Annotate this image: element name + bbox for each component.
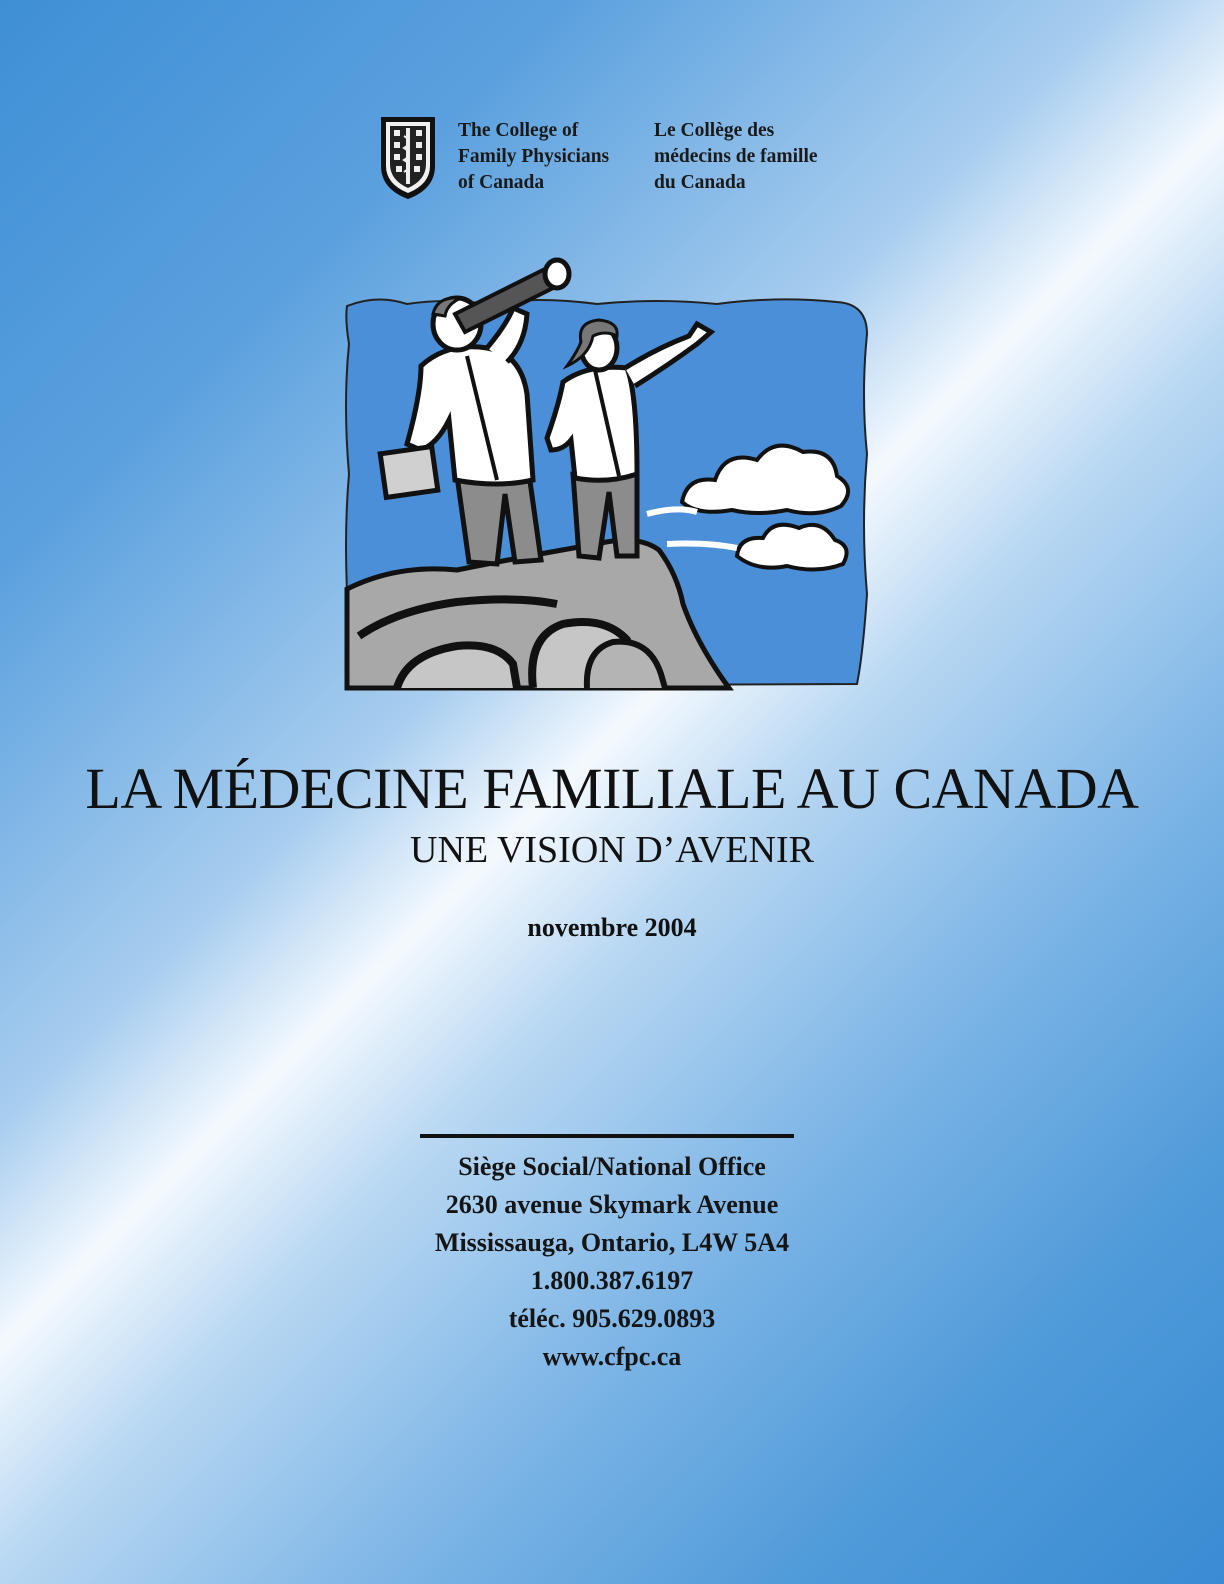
- two-people-on-cliff-telescope-illustration: [337, 244, 877, 694]
- org-name-french: [654, 118, 818, 196]
- crest-icon: [380, 116, 436, 200]
- divider-line: [420, 1134, 794, 1138]
- contact-block: [0, 1148, 1224, 1376]
- street-address: 2630 avenue Skymark Avenue: [445, 1190, 779, 1219]
- office-name: Siège Social/National Office: [458, 1152, 766, 1181]
- publication-date: novembre 2004: [527, 913, 697, 942]
- org-fr-line: médecins de famille: [654, 146, 818, 167]
- org-header: [380, 114, 860, 204]
- org-en-line: The College of: [458, 120, 579, 141]
- fax-number: téléc. 905.629.0893: [508, 1304, 716, 1333]
- document-subtitle: UNE VISION D’AVENIR: [410, 829, 814, 871]
- org-name-english: [458, 118, 609, 196]
- document-title: LA MÉDECINE FAMILIALE AU CANADA: [85, 756, 1139, 821]
- org-en-line: Family Physicians: [458, 146, 610, 167]
- org-fr-line: du Canada: [654, 172, 746, 193]
- org-en-line: of Canada: [458, 172, 545, 193]
- city-postal: Mississauga, Ontario, L4W 5A4: [434, 1228, 790, 1257]
- phone-number: 1.800.387.6197: [530, 1266, 694, 1295]
- org-fr-line: Le Collège des: [654, 120, 775, 141]
- website-link[interactable]: www.cfpc.ca: [542, 1342, 682, 1371]
